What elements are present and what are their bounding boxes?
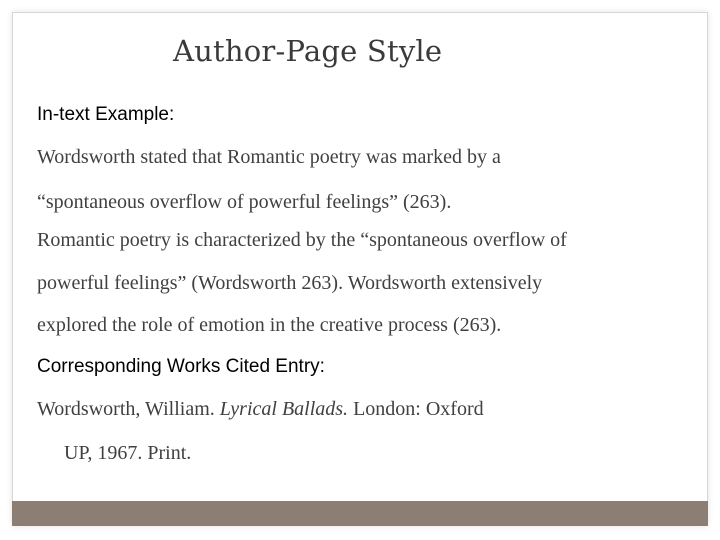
works-cited-author: Wordsworth, William. [37, 398, 220, 420]
in-text-line-4: powerful feelings” (Wordsworth 263). Wordsworth extensively [37, 272, 543, 294]
in-text-line-5: explored the role of emotion in the creative process (263). [37, 314, 502, 336]
footer-bar [12, 501, 708, 526]
in-text-line-3: Romantic poetry is characterized by the “spontaneous overflow of [37, 229, 567, 251]
works-cited-publisher: London: Oxford [348, 398, 484, 420]
slide-title: Author-Page Style [173, 34, 443, 68]
works-cited-line-1 [37, 398, 484, 421]
in-text-line-1: Wordsworth stated that Romantic poetry was marked by a [37, 146, 501, 168]
in-text-example-heading: In-text Example: [37, 104, 175, 125]
works-cited-title: Lyrical Ballads. [219, 398, 349, 420]
works-cited-heading: Corresponding Works Cited Entry: [37, 356, 325, 377]
in-text-line-2: “spontaneous overflow of powerful feelings” (263). [37, 191, 452, 213]
works-cited-line-2: UP, 1967. Print. [64, 442, 192, 464]
